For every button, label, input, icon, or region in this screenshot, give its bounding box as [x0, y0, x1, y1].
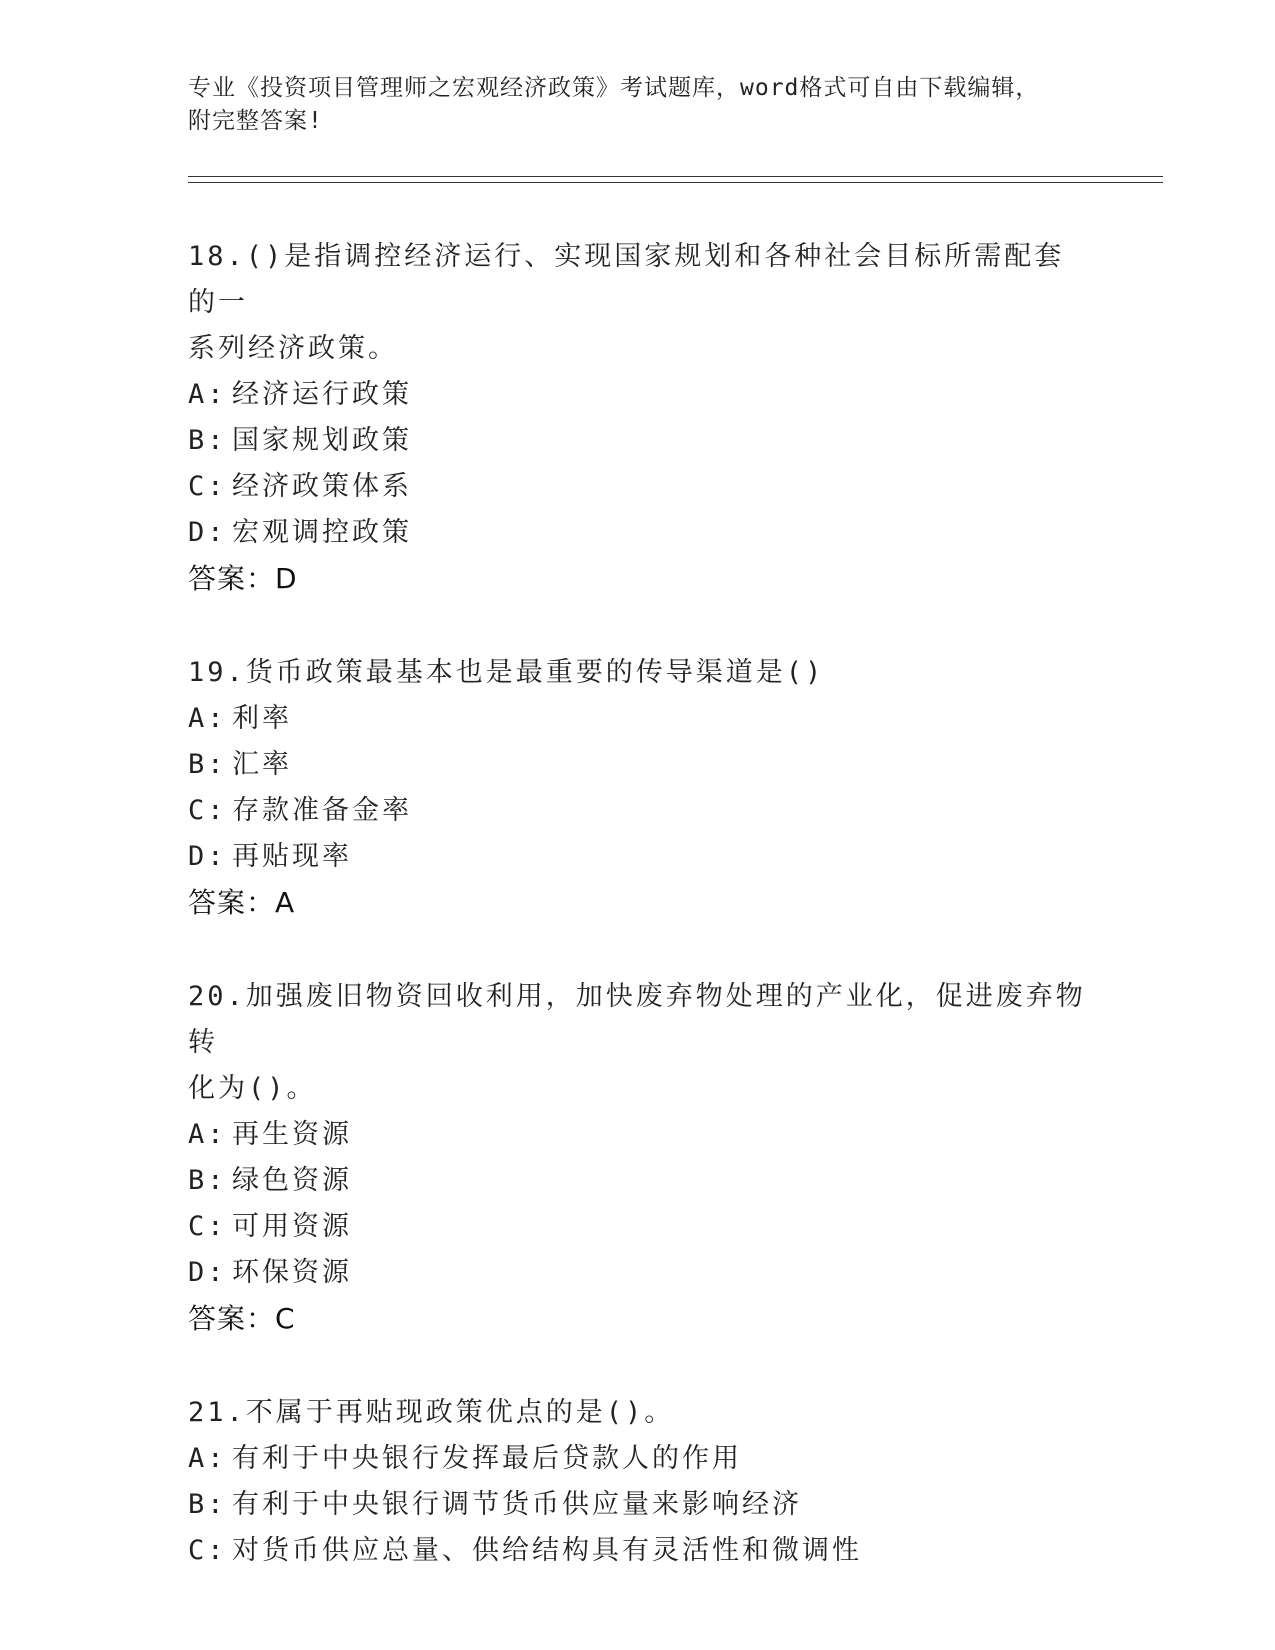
- question-stem: [188, 974, 1088, 1112]
- option-text: 利率: [232, 703, 292, 734]
- option-d: [188, 510, 1088, 556]
- option-letter: B:: [188, 425, 227, 456]
- question-20: [188, 974, 1088, 1342]
- option-text: 存款准备金率: [232, 795, 412, 826]
- question-stem-line: 19.货币政策最基本也是最重要的传导渠道是(): [188, 657, 825, 688]
- option-text: 环保资源: [232, 1257, 352, 1288]
- option-text: 绿色资源: [232, 1165, 352, 1196]
- option-text: 国家规划政策: [232, 425, 412, 456]
- option-c: [188, 1204, 1088, 1250]
- question-19: [188, 650, 1088, 926]
- option-letter: C:: [188, 1211, 227, 1242]
- header-divider-top: [188, 176, 1163, 177]
- header-line-2: 附完整答案!: [188, 108, 323, 134]
- option-b: [188, 418, 1088, 464]
- option-d: [188, 834, 1088, 880]
- answer-line: 答案：C: [188, 1302, 296, 1335]
- answer-line: 答案：D: [188, 562, 298, 595]
- header-line-1: 专业《投资项目管理师之宏观经济政策》考试题库，word格式可自由下载编辑，: [188, 75, 1040, 101]
- question-stem: [188, 1390, 1088, 1436]
- question-stem-line: 系列经济政策。: [188, 333, 398, 364]
- option-letter: A:: [188, 703, 227, 734]
- option-text: 经济政策体系: [232, 471, 412, 502]
- option-text: 经济运行政策: [232, 379, 412, 410]
- option-b: [188, 742, 1088, 788]
- option-letter: C:: [188, 1535, 227, 1566]
- option-letter: A:: [188, 1443, 227, 1474]
- option-letter: A:: [188, 379, 227, 410]
- option-text: 对货币供应总量、供给结构具有灵活性和微调性: [232, 1535, 862, 1566]
- option-b: [188, 1158, 1088, 1204]
- option-a: [188, 1436, 1088, 1482]
- option-c: [188, 788, 1088, 834]
- option-c: [188, 1528, 1088, 1574]
- option-text: 可用资源: [232, 1211, 352, 1242]
- option-letter: D:: [188, 841, 227, 872]
- option-text: 宏观调控政策: [232, 517, 412, 548]
- header-divider-bottom: [188, 182, 1163, 183]
- option-letter: C:: [188, 795, 227, 826]
- option-letter: D:: [188, 517, 227, 548]
- option-a: [188, 696, 1088, 742]
- answer-line: 答案：A: [188, 886, 296, 919]
- option-letter: B:: [188, 1489, 227, 1520]
- option-a: [188, 1112, 1088, 1158]
- option-c: [188, 464, 1088, 510]
- document-header: [188, 72, 1088, 138]
- option-text: 汇率: [232, 749, 292, 780]
- question-stem: [188, 234, 1088, 372]
- option-text: 再贴现率: [232, 841, 352, 872]
- question-18: [188, 234, 1088, 602]
- option-letter: C:: [188, 471, 227, 502]
- option-text: 有利于中央银行发挥最后贷款人的作用: [232, 1443, 742, 1474]
- question-stem-line: 21.不属于再贴现政策优点的是()。: [188, 1397, 675, 1428]
- option-letter: D:: [188, 1257, 227, 1288]
- question-stem-line: 18.()是指调控经济运行、实现国家规划和各种社会目标所需配套的一: [188, 241, 1065, 318]
- question-21: [188, 1390, 1088, 1574]
- option-letter: B:: [188, 1165, 227, 1196]
- option-letter: A:: [188, 1119, 227, 1150]
- question-stem-line: 化为()。: [188, 1073, 317, 1104]
- option-d: [188, 1250, 1088, 1296]
- question-stem-line: 20.加强废旧物资回收利用，加快废弃物处理的产业化，促进废弃物转: [188, 981, 1086, 1058]
- option-b: [188, 1482, 1088, 1528]
- option-a: [188, 372, 1088, 418]
- option-letter: B:: [188, 749, 227, 780]
- question-list: [188, 234, 1088, 1622]
- question-stem: [188, 650, 1088, 696]
- option-text: 有利于中央银行调节货币供应量来影响经济: [232, 1489, 802, 1520]
- option-text: 再生资源: [232, 1119, 352, 1150]
